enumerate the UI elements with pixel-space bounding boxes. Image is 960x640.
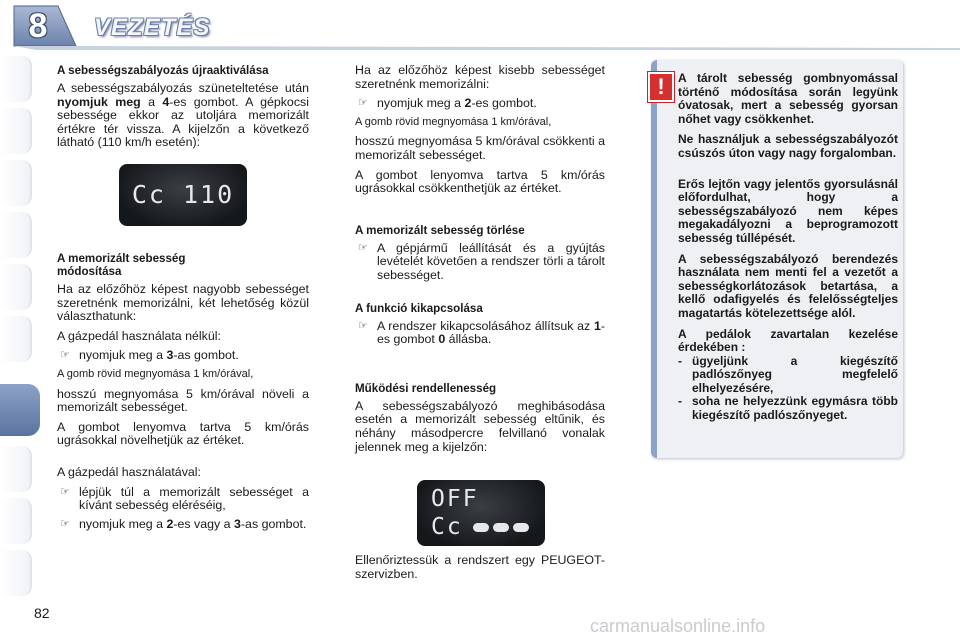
no-pedal-label: A gázpedál használata nélkül: [57,328,221,343]
display-line-cc [431,513,545,541]
chapter-tab[interactable] [0,108,32,154]
dashes-indicator [473,523,529,532]
header-band [0,0,960,50]
warning-list-item [678,395,898,422]
cruise-display-110: Cc 110 [119,164,247,226]
watermark: carmanualsonline.info [590,616,766,636]
pointing-hand-icon: ☞ [358,241,368,254]
list-dash: - [678,353,682,368]
chapter-badge: 8 [28,7,48,45]
text-span: -as gombot. [240,516,307,531]
long-press-text: hosszú megnyomása 5 km/órával növeli a memorizált sebességet. [57,386,309,415]
text-span: A rendszer kikapcsolásához állítsuk az [377,318,591,333]
text-span: ügyeljünk a kiegészítő padlószőnyeg megfelelő elhelyezésére, [692,353,898,395]
exclamation-icon: ! [648,72,674,102]
cruise-display-fault [417,480,545,546]
hold-press-text: A gombot lenyomva tartva 5 km/órás ugrásokkal növelhetjük az értéket. [57,419,309,448]
column-middle [355,64,605,587]
fault-text: A sebességszabályozó meghibásodása esetén a memorizált sebesség eltűnik, és néhány másodpercre felvillanó vonalak jelennek meg a kijelzőn: [355,398,605,454]
warning-p1: A tárolt sebesség gombnyomással történő módosítása során legyünk óvatosak, mert a sebesség gyorsan nőhet vagy csökkenhet. [678,71,898,126]
bullet-item [57,349,309,363]
text-span: -es gombot. [471,96,537,111]
long-press-text: hosszú megnyomása 5 km/órával csökkenti a memorizált sebességet. [355,134,605,162]
text-span: nyomjuk meg a [377,96,462,111]
display-line-off: OFF [431,486,479,513]
pointing-hand-icon: ☞ [60,517,70,530]
bullet-item [355,242,605,283]
check-text: Ellenőriztessük a rendszert egy PEUGEOT-szervizben. [355,553,605,581]
lower-intro: Ha az előzőhöz képest kisebb sebességet szeretnénk memorizálni: [355,63,605,91]
pointing-hand-icon: ☞ [60,349,70,362]
chapter-tab[interactable] [0,446,32,492]
section-heading-modify: A memorizált sebesség módosítása [57,251,186,278]
bold-span: 1 [593,318,601,333]
column-left [57,64,309,536]
short-press-text: A gomb rövid megnyomása 1 km/órával, [57,367,254,380]
text-span: -es gombot. A gépkocsi sebessége ekkor az utoljára memorizált értékre tér vissza. A kijelzőn a következő látható (110 km/h esetén): [57,94,309,150]
pointing-hand-icon: ☞ [358,97,368,110]
bold-span: 0 [438,332,446,347]
text-span: -es vagy a [173,516,231,531]
text-span: nyomjuk meg a [79,348,164,363]
bold-span: 2 [166,516,174,531]
warning-text [678,72,898,423]
chapter-tab[interactable] [0,160,32,206]
bold-span: 3 [234,516,241,531]
chapter-tab-active[interactable] [0,384,40,436]
with-pedal-label: A gázpedál használatával: [57,464,201,479]
bold-span: 2 [464,96,472,111]
chapter-tab[interactable] [0,212,32,258]
warning-p5: A pedálok zavartalan kezelése érdekében : [678,326,898,355]
text-span: -as gombot. [173,348,239,363]
text-span: a [148,94,155,109]
pointing-hand-icon: ☞ [60,485,70,498]
warning-p4: A sebességszabályozó berendezés használata nem menti fel a vezetőt a sebességkorlátozások betartása, a kellő odafigyelés és felelősségteljes magatartás kötelezettsége alól. [678,251,898,320]
display-cc-text: Cc [431,514,463,541]
bold-span: 3 [166,348,174,363]
section-heading-erase: A memorizált sebesség törlése [355,223,525,237]
text-span: -es gombot [377,318,605,347]
bullet-item [57,486,309,513]
modify-intro: Ha az előzőhöz képest nagyobb sebességet szeretnénk memorizálni, két lehetőség közül választhatunk: [57,281,309,324]
section-heading-off: A funkció kikapcsolása [355,301,483,315]
bold-span: 4 [162,94,170,109]
warning-p2: Ne használjuk a sebességszabályozót csúszós úton vagy nagy forgalomban. [678,132,898,160]
section-heading-fault: Működési rendellenesség [355,381,497,395]
list-dash: - [678,394,682,409]
bullet-item [355,320,605,347]
chapter-tab[interactable] [0,56,32,102]
text-span: soha ne helyezzünk egymásra több kiegészítő padlószőnyeget. [692,394,898,423]
short-press-text: A gomb rövid megnyomása 1 km/órával, [355,115,552,128]
chapter-tab[interactable] [0,316,32,362]
text-span: A gépjármű leállítását és a gyújtás levételét követően a rendszer törli a tárolt sebességet. [377,240,605,282]
warning-list-item [678,355,898,396]
chapter-tab[interactable] [0,498,32,544]
pointing-hand-icon: ☞ [358,319,368,332]
bullet-item [57,518,309,532]
section-heading-reactivate: A sebességszabályozás újraaktiválása [57,64,269,77]
text-span: lépjük túl a memorizált sebességet a kívánt sebesség eléréséig, [79,484,309,513]
text-span: nyomjuk meg a [79,516,164,531]
text-span: A sebességszabályozás szüneteltetése után [57,81,309,95]
warning-p3: Erős lejtőn vagy jelentős gyorsulásnál előfordulhat, hogy a sebességszabályozó nem képes megakadályozni a beprogramozott sebesség túllépését. [678,176,898,245]
text-span: állásba. [448,332,492,347]
reactivate-paragraph [57,82,309,150]
chapter-tab-strip [0,50,36,590]
bullet-item [355,97,605,111]
chapter-tab[interactable] [0,264,32,310]
hold-press-text: A gombot lenyomva tartva 5 km/órás ugrásokkal csökkenthetjük az értéket. [355,167,605,196]
chapter-tab[interactable] [0,550,32,596]
bold-span: nyomjuk meg [57,94,141,109]
chapter-title: VEZETÉS [94,14,211,41]
page-number: 82 [34,605,50,621]
